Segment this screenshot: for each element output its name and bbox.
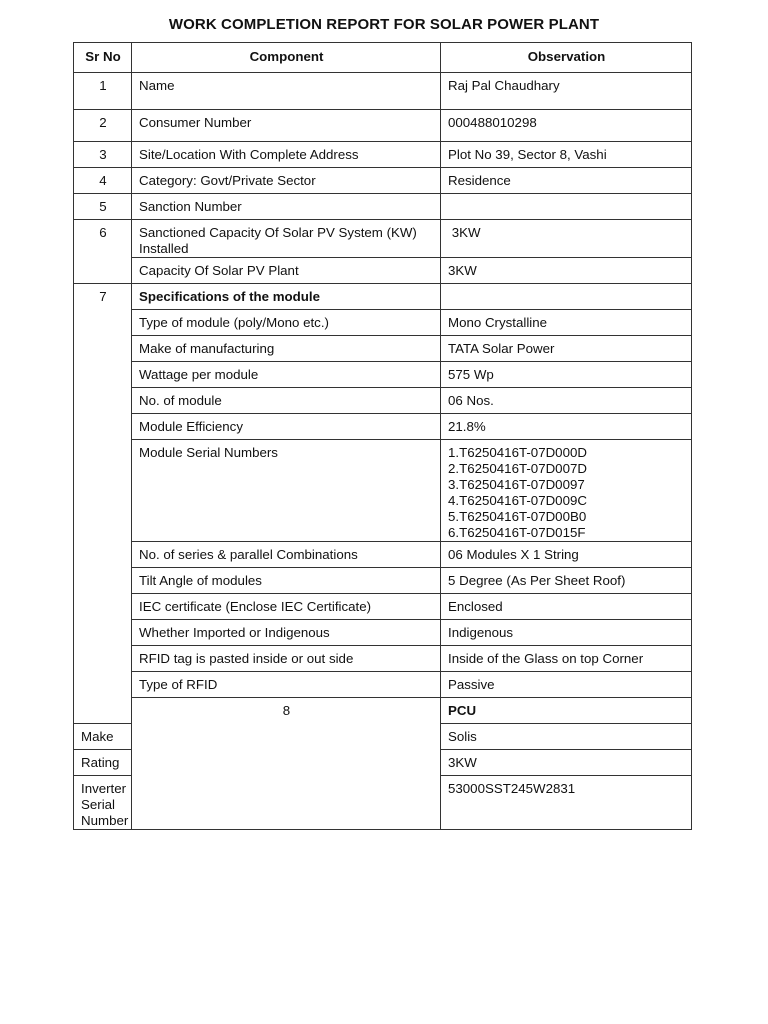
table-row-rfid-position bbox=[74, 646, 692, 672]
component-cell: Rating bbox=[74, 750, 132, 776]
observation-cell: Solis bbox=[441, 724, 692, 750]
observation-cell: 06 Nos. bbox=[441, 388, 692, 414]
component-cell: Whether Imported or Indigenous bbox=[132, 620, 441, 646]
table-row-module-count bbox=[74, 388, 692, 414]
report-table bbox=[73, 42, 692, 830]
header-sr-no: Sr No bbox=[74, 43, 132, 73]
component-cell: Inverter Serial Number bbox=[74, 776, 132, 830]
table-row-sanction-number bbox=[74, 194, 692, 220]
component-cell: Tilt Angle of modules bbox=[132, 568, 441, 594]
table-header-row bbox=[74, 43, 692, 73]
observation-cell: 5 Degree (As Per Sheet Roof) bbox=[441, 568, 692, 594]
component-cell: Capacity Of Solar PV Plant bbox=[132, 258, 441, 284]
observation-cell: 3KW bbox=[441, 750, 692, 776]
observation-cell: 000488010298 bbox=[441, 110, 692, 142]
header-component: Component bbox=[132, 43, 441, 73]
observation-cell: Enclosed bbox=[441, 594, 692, 620]
component-cell: RFID tag is pasted inside or out side bbox=[132, 646, 441, 672]
serial-number: 4.T6250416T-07D009C bbox=[448, 493, 587, 508]
component-cell: Name bbox=[132, 73, 441, 110]
component-cell: IEC certificate (Enclose IEC Certificate) bbox=[132, 594, 441, 620]
serial-number: 2.T6250416T-07D007D bbox=[448, 461, 587, 476]
sr-cell: 5 bbox=[74, 194, 132, 220]
header-observation: Observation bbox=[441, 43, 692, 73]
component-cell: Type of RFID bbox=[132, 672, 441, 698]
observation-cell: 575 Wp bbox=[441, 362, 692, 388]
table-row-consumer-number bbox=[74, 110, 692, 142]
serial-number: 1.T6250416T-07D000D bbox=[448, 445, 587, 460]
sr-cell: 8 bbox=[132, 698, 441, 830]
table-row-module-spec bbox=[74, 284, 692, 310]
component-cell bbox=[132, 220, 441, 258]
component-cell: No. of module bbox=[132, 388, 441, 414]
sr-cell: 6 bbox=[74, 220, 132, 284]
table-row-series-parallel bbox=[74, 542, 692, 568]
component-cell: Make bbox=[74, 724, 132, 750]
component-cell: Wattage per module bbox=[132, 362, 441, 388]
sr-cell: 4 bbox=[74, 168, 132, 194]
section-heading-cell: PCU bbox=[441, 698, 692, 724]
observation-cell: TATA Solar Power bbox=[441, 336, 692, 362]
component-cell: Consumer Number bbox=[132, 110, 441, 142]
observation-cell bbox=[441, 440, 692, 542]
observation-cell: 53000SST245W2831 bbox=[441, 776, 692, 830]
observation-cell bbox=[441, 284, 692, 310]
table-row-pcu bbox=[74, 698, 692, 724]
table-row-category bbox=[74, 168, 692, 194]
sr-cell: 7 bbox=[74, 284, 132, 724]
component-cell: Sanction Number bbox=[132, 194, 441, 220]
component-cell: Site/Location With Complete Address bbox=[132, 142, 441, 168]
sr-cell: 3 bbox=[74, 142, 132, 168]
observation-cell: Inside of the Glass on top Corner bbox=[441, 646, 692, 672]
serial-number: 5.T6250416T-07D00B0 bbox=[448, 509, 587, 524]
component-line: Installed bbox=[139, 241, 189, 256]
observation-cell: Residence bbox=[441, 168, 692, 194]
table-row-name bbox=[74, 73, 692, 110]
component-line: Sanctioned Capacity Of Solar PV System (KW) bbox=[139, 225, 417, 240]
table-row-origin bbox=[74, 620, 692, 646]
observation-cell: 3KW bbox=[441, 258, 692, 284]
observation-cell: Plot No 39, Sector 8, Vashi bbox=[441, 142, 692, 168]
observation-cell: Indigenous bbox=[441, 620, 692, 646]
table-row-wattage bbox=[74, 362, 692, 388]
table-row-plant-capacity bbox=[74, 258, 692, 284]
section-heading-cell: Specifications of the module bbox=[132, 284, 441, 310]
table-row-sanctioned-capacity bbox=[74, 220, 692, 258]
table-row-iec bbox=[74, 594, 692, 620]
component-cell: Category: Govt/Private Sector bbox=[132, 168, 441, 194]
observation-cell: Mono Crystalline bbox=[441, 310, 692, 336]
component-cell: Make of manufacturing bbox=[132, 336, 441, 362]
observation-cell: 3KW bbox=[441, 220, 692, 258]
component-cell: No. of series & parallel Combinations bbox=[132, 542, 441, 568]
observation-cell: 21.8% bbox=[441, 414, 692, 440]
document-title: WORK COMPLETION REPORT FOR SOLAR POWER PLANT bbox=[168, 16, 600, 33]
table-row-serial-numbers bbox=[74, 440, 692, 542]
observation-cell: Passive bbox=[441, 672, 692, 698]
sr-cell: 1 bbox=[74, 73, 132, 110]
table-row-efficiency bbox=[74, 414, 692, 440]
observation-cell: 06 Modules X 1 String bbox=[441, 542, 692, 568]
component-cell: Module Serial Numbers bbox=[132, 440, 441, 542]
observation-cell bbox=[441, 194, 692, 220]
table-row-rfid-type bbox=[74, 672, 692, 698]
component-cell: Module Efficiency bbox=[132, 414, 441, 440]
table-row-tilt bbox=[74, 568, 692, 594]
table-row-module-type bbox=[74, 310, 692, 336]
table-row-make-manufacturing bbox=[74, 336, 692, 362]
table-row-site bbox=[74, 142, 692, 168]
serial-number: 6.T6250416T-07D015F bbox=[448, 525, 586, 540]
component-cell: Type of module (poly/Mono etc.) bbox=[132, 310, 441, 336]
observation-cell: Raj Pal Chaudhary bbox=[441, 73, 692, 110]
sr-cell: 2 bbox=[74, 110, 132, 142]
serial-number: 3.T6250416T-07D0097 bbox=[448, 477, 585, 492]
